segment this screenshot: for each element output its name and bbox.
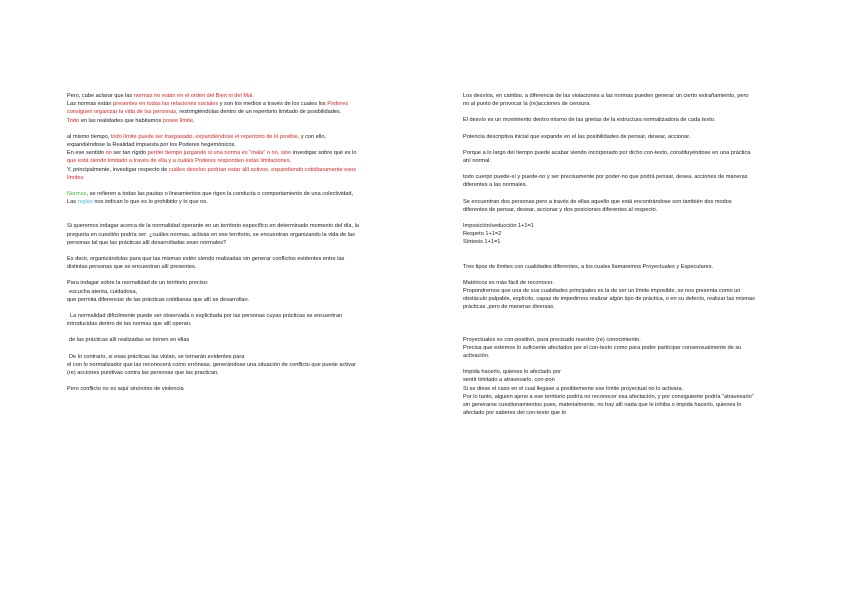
text-run: , restringiéndolas dentro de un repertorio limitado de posibilidades. xyxy=(176,109,342,116)
text-run: Matéricos es más fácil de reconocer. xyxy=(463,279,554,286)
text-run: en las realidades que habitamos xyxy=(79,117,163,124)
text-run: Y, principalmente, investigar respecto de xyxy=(67,166,169,173)
text-run: todo cuerpo puede-sí y puede-no y ser precisamente por poder-no que podrá pensar, desea, acciones de maneras diferentes a las normales. xyxy=(463,174,748,189)
paragraph xyxy=(67,198,363,206)
paragraph xyxy=(463,116,755,124)
text-run: que permita diferenciar de las prácticas cotidianas que allí se desarrollan. xyxy=(67,296,250,303)
paragraph xyxy=(463,222,755,230)
text-run: investigar sobre qué es lo xyxy=(291,150,357,157)
paragraph xyxy=(67,279,363,287)
text-run: y son los medios a través de los cuales los xyxy=(218,101,328,108)
text-run: Imposición/seducción 1+1=1 xyxy=(463,223,534,230)
paragraph xyxy=(463,344,755,360)
text-run: Los desvíos, en cambio, a diferencia de las violaciones a las normas pueden generar un cierto extrañamiento, pero no al punto de provocar la (re)acciones de censura. xyxy=(463,93,749,108)
paragraph xyxy=(463,279,755,287)
text-run: todo límite puede ser traspasado, expandiéndose el repertorio de lo posible xyxy=(110,133,298,140)
text-run: Se encuentran dos personas pero a través de ellas aquello que está encontrándose son también dos modos diferentes de pensar, desear, accionar y dos posiciones diferentes al respecto. xyxy=(463,198,732,213)
text-run: Impida hacerlo, quienes lo afectado por xyxy=(463,369,561,376)
paragraph xyxy=(67,336,363,344)
text-run: no xyxy=(105,150,112,157)
paragraph xyxy=(463,173,755,189)
text-run: cuáles desvíos podrían estar allí activos, expandiendo cotidianamente esos límites. xyxy=(67,166,357,181)
paragraph xyxy=(463,92,755,108)
text-run: De lo contrario, si esas prácticas las violan, se tornarán evidentes para xyxy=(69,353,245,360)
text-run: Normas xyxy=(67,191,87,198)
paragraph xyxy=(463,238,755,246)
text-run: posee límite xyxy=(162,117,193,124)
text-run: Poderes consiguen organizar la vida de las personas xyxy=(67,101,349,116)
text-run: Todo xyxy=(67,117,80,124)
text-run: ser tan rígido xyxy=(111,150,148,157)
paragraph xyxy=(463,376,755,384)
text-run: Propondremos que una de sus cualidades principales es la de ser un límite imposible, se nos presenta como un obstáculo palpable, explícito, capaz de impedirnos realizar algún tipo de práctica, o en su defecto, realizar las mismas prácticas ,pero de maneras diversas. xyxy=(463,288,755,311)
paragraph xyxy=(67,117,363,125)
paragraph xyxy=(463,198,755,214)
text-run: reglas xyxy=(77,199,93,206)
text-run: de las prácticas allí realizadas se tornen en ellas xyxy=(69,337,190,344)
text-run: Las normas están xyxy=(67,101,114,108)
paragraph xyxy=(67,296,363,304)
text-run: sentir limitado a atravesarlo, con-pon xyxy=(463,377,555,384)
paragraph xyxy=(67,222,363,247)
paragraph xyxy=(67,166,363,182)
text-run: , y con ello, expandiéndose la Realidad impuesta por los Poderes hegemónicos. xyxy=(67,133,327,149)
text-run: Si queremos indagar acerca de la normalidad operante en un territorio específico en determinado momento del día, la pregunta en cuestión podría ser: ¿cuáles normas, activas en ese territorio, se encuentran organizando la vida de las personas tal que las prácticas allí desarrolladas sean normales? xyxy=(67,223,359,246)
right-column xyxy=(463,92,755,417)
paragraph xyxy=(463,149,755,165)
text-run: Proyectuales es con-positivo, pura precisado nuestro (re) conocimiento. xyxy=(463,336,641,343)
text-run: Para indagar sobre la normalidad de un territorio preciso: xyxy=(67,280,209,287)
text-run: Precisa que estemos lo suficiente afectados por el con-texto como para poder participar consensualmente de su activación. xyxy=(463,344,742,360)
paragraph xyxy=(67,255,363,271)
paragraph xyxy=(463,336,755,344)
text-run: que está siendo limitado a través de ella y a cuáles Poderes responden estas limitaciones. xyxy=(67,158,292,165)
text-run: al mismo tiempo, xyxy=(67,133,111,140)
paragraph xyxy=(67,385,363,393)
text-run: Pero conflicto no es aquí sinónimo de violencia xyxy=(67,386,184,393)
paragraph xyxy=(463,263,755,271)
paragraph xyxy=(463,133,755,141)
paragraph xyxy=(67,361,363,377)
paragraph xyxy=(67,288,363,296)
text-run: El desvío es un movimiento dentro mismo de las grietas de la estructura normalizadora de cada texto. xyxy=(463,117,716,124)
paragraph xyxy=(463,230,755,238)
paragraph xyxy=(463,368,755,376)
paragraph xyxy=(463,287,755,312)
text-run: nos indican lo que es lo prohibido y lo que no. xyxy=(92,199,208,206)
paragraph xyxy=(67,133,363,149)
left-column xyxy=(67,92,363,393)
text-run: Porque a lo largo del tiempo puede acabar siendo incorporado por dicho con-texto, constituyéndose en una práctica ahí normal. xyxy=(463,149,751,165)
text-run: En ese sentido xyxy=(67,150,106,157)
text-run: La normalidad difícilmente puede ser observada o explicitada por las personas cuyas prácticas se encuentran introducidas dentro de las normas que allí operan. xyxy=(67,313,343,328)
paragraph xyxy=(67,149,363,165)
paragraph xyxy=(67,312,363,328)
paragraph xyxy=(67,353,363,361)
paragraph xyxy=(67,190,363,198)
paragraph xyxy=(67,100,363,116)
paragraph xyxy=(463,385,755,393)
text-run: Respeto 1+1=2 xyxy=(463,231,502,238)
text-run: Por lo tanto, alguien ajeno a ese territorio podría no reconocer esa afectación, y por consiguiente podría "atravesarlo" sin generarse cuestionamientos pues, materialmente, no hay allí nada que le inhiba o impida hacerlo, quienes lo afectado por saberes del con-texto que lo xyxy=(463,393,754,417)
text-run: escucha atenta, cuidadosa, xyxy=(69,288,138,295)
text-run: Las xyxy=(67,199,78,206)
text-run: el con lo normalizador que las reconocerá como erróneas, generándose una situación de conflicto que puede activar (re) acciones punitivas contra las personas que las practican. xyxy=(67,361,356,377)
paragraph xyxy=(67,92,363,100)
text-run: Tres tipos de límites con cualidades diferentes, a los cuales llamaremos Proyectuales y Especulares. xyxy=(463,263,714,270)
text-run: Es decir, organizándolas para que las mismas estén siendo realizadas sin generar conflictos evidentes entre las distintas personas que se encuentran allí presentes. xyxy=(67,256,345,271)
text-run: Síntesis 1+1=1 xyxy=(463,239,501,246)
text-run: Pero, cabe aclarar que las xyxy=(67,93,134,99)
text-run: Si se diese el caso en el cual llegase a posiblemente ese límite proyectual no lo activara. xyxy=(463,385,684,392)
paragraph xyxy=(463,393,755,418)
text-run: presentes en todas las relaciones sociales xyxy=(113,101,219,108)
text-run: , xyxy=(192,117,195,124)
text-run: Potencia descriptiva inicial que expande en el las posibilidades de pensar, desear, accionar. xyxy=(463,133,691,140)
text-run: normas no están en el orden del Bien ni del Mal. xyxy=(133,93,254,99)
text-run: , se refieren a todas las pautas o lineamientos que rigen la conducta o comportamiento de una colectividad, xyxy=(86,191,354,198)
text-run: perder tiempo juzgando si una norma es "mala" o no, sino xyxy=(147,150,292,157)
